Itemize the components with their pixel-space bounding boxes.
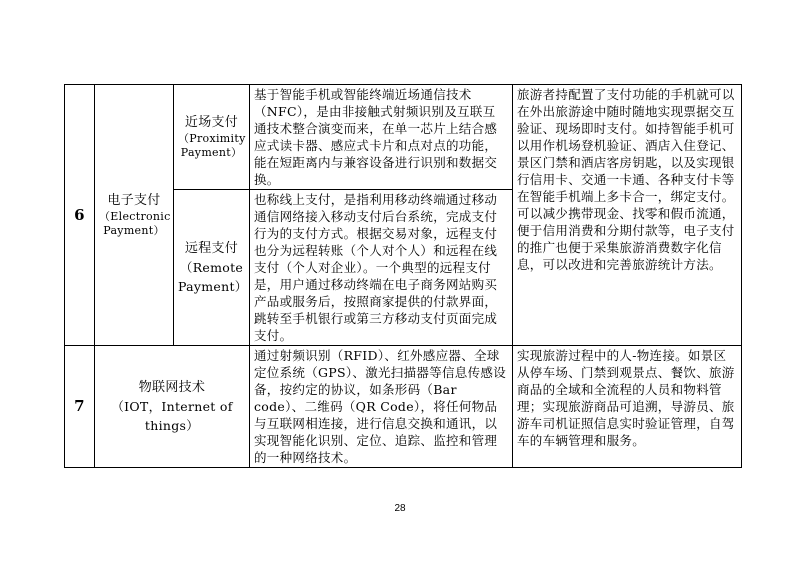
category-name-en: Payment）	[103, 224, 165, 237]
subcategory-name-zh: 远程支付	[184, 240, 239, 256]
category-name-en: things）	[144, 417, 200, 433]
definition-cell: 也称线上支付，是指利用移动终端通过移动通信网络接入移动支付后台系统，完成支付行为的支付方式。根据交易对象，远程支付也分为远程转账（个人对个人）和远程在线支付（个人对企业）。一个典型的远程支付是，用户通过移动终端在电子商务网站购买产品或服务后，按照商家提供的付款界面，跳转至手机银行或第三方移动支付页面完成支付。	[250, 190, 513, 346]
category-name-zh: 物联网技术	[138, 379, 206, 395]
category-name-en: （Electronic	[99, 210, 171, 223]
category-cell	[95, 85, 174, 346]
technology-table	[64, 84, 742, 468]
subcategory-cell	[174, 85, 250, 190]
row-index: 6	[65, 85, 95, 346]
table-row	[65, 85, 742, 190]
category-name-zh: 电子支付	[107, 193, 161, 208]
application-cell: 旅游者持配置了支付功能的手机就可以在外出旅游途中随时随地实现票据交互验证、现场即时支付。如持智能手机可以用作机场登机验证、酒店入住登记、景区门禁和酒店客房钥匙，以及实现银行信用卡、交通一卡通、各种支付卡等在智能手机端上多卡合一，绑定支付。可以减少携带现金、找零和假币流通，便于信用消费和分期付款等，电子支付的推广也便于采集旅游消费数字化信息，可以改进和完善旅游统计方法。	[513, 85, 742, 346]
subcategory-name-en: （Proximity	[178, 132, 246, 145]
subcategory-name-en: （Remote	[179, 259, 244, 275]
subcategory-name-en: Payment）	[180, 146, 243, 159]
table-row	[65, 346, 742, 468]
category-cell	[95, 346, 250, 468]
subcategory-name-zh: 近场支付	[184, 115, 239, 130]
category-name-en: （IOT，Internet of	[111, 398, 233, 414]
subcategory-name-en: Payment）	[178, 278, 248, 294]
definition-cell: 通过射频识别（RFID）、红外感应器、全球定位系统（GPS）、激光扫描器等信息传感设备，按约定的协议，如条形码（Bar code）、二维码（QR Code），将任何物品与互联网相连接，进行信息交换和通讯，以实现智能化识别、定位、追踪、监控和管理的一种网络技术。	[250, 346, 513, 468]
page-number: 28	[394, 503, 406, 514]
definition-cell: 基于智能手机或智能终端近场通信技术（NFC），是由非接触式射频识别及互联互通技术整合演变而来，在单一芯片上结合感应式读卡器、感应式卡片和点对点的功能，能在短距离内与兼容设备进行识别和数据交换。	[250, 85, 513, 190]
subcategory-cell	[174, 190, 250, 346]
application-cell: 实现旅游过程中的人-物连接。如景区从停车场、门禁到观景点、餐饮、旅游商品的全域和全流程的人员和物料管理；实现旅游商品可追溯，导游员、旅游车司机证照信息实时验证管理，自驾车的车辆管理和服务。	[513, 346, 742, 468]
row-index: 7	[65, 346, 95, 468]
